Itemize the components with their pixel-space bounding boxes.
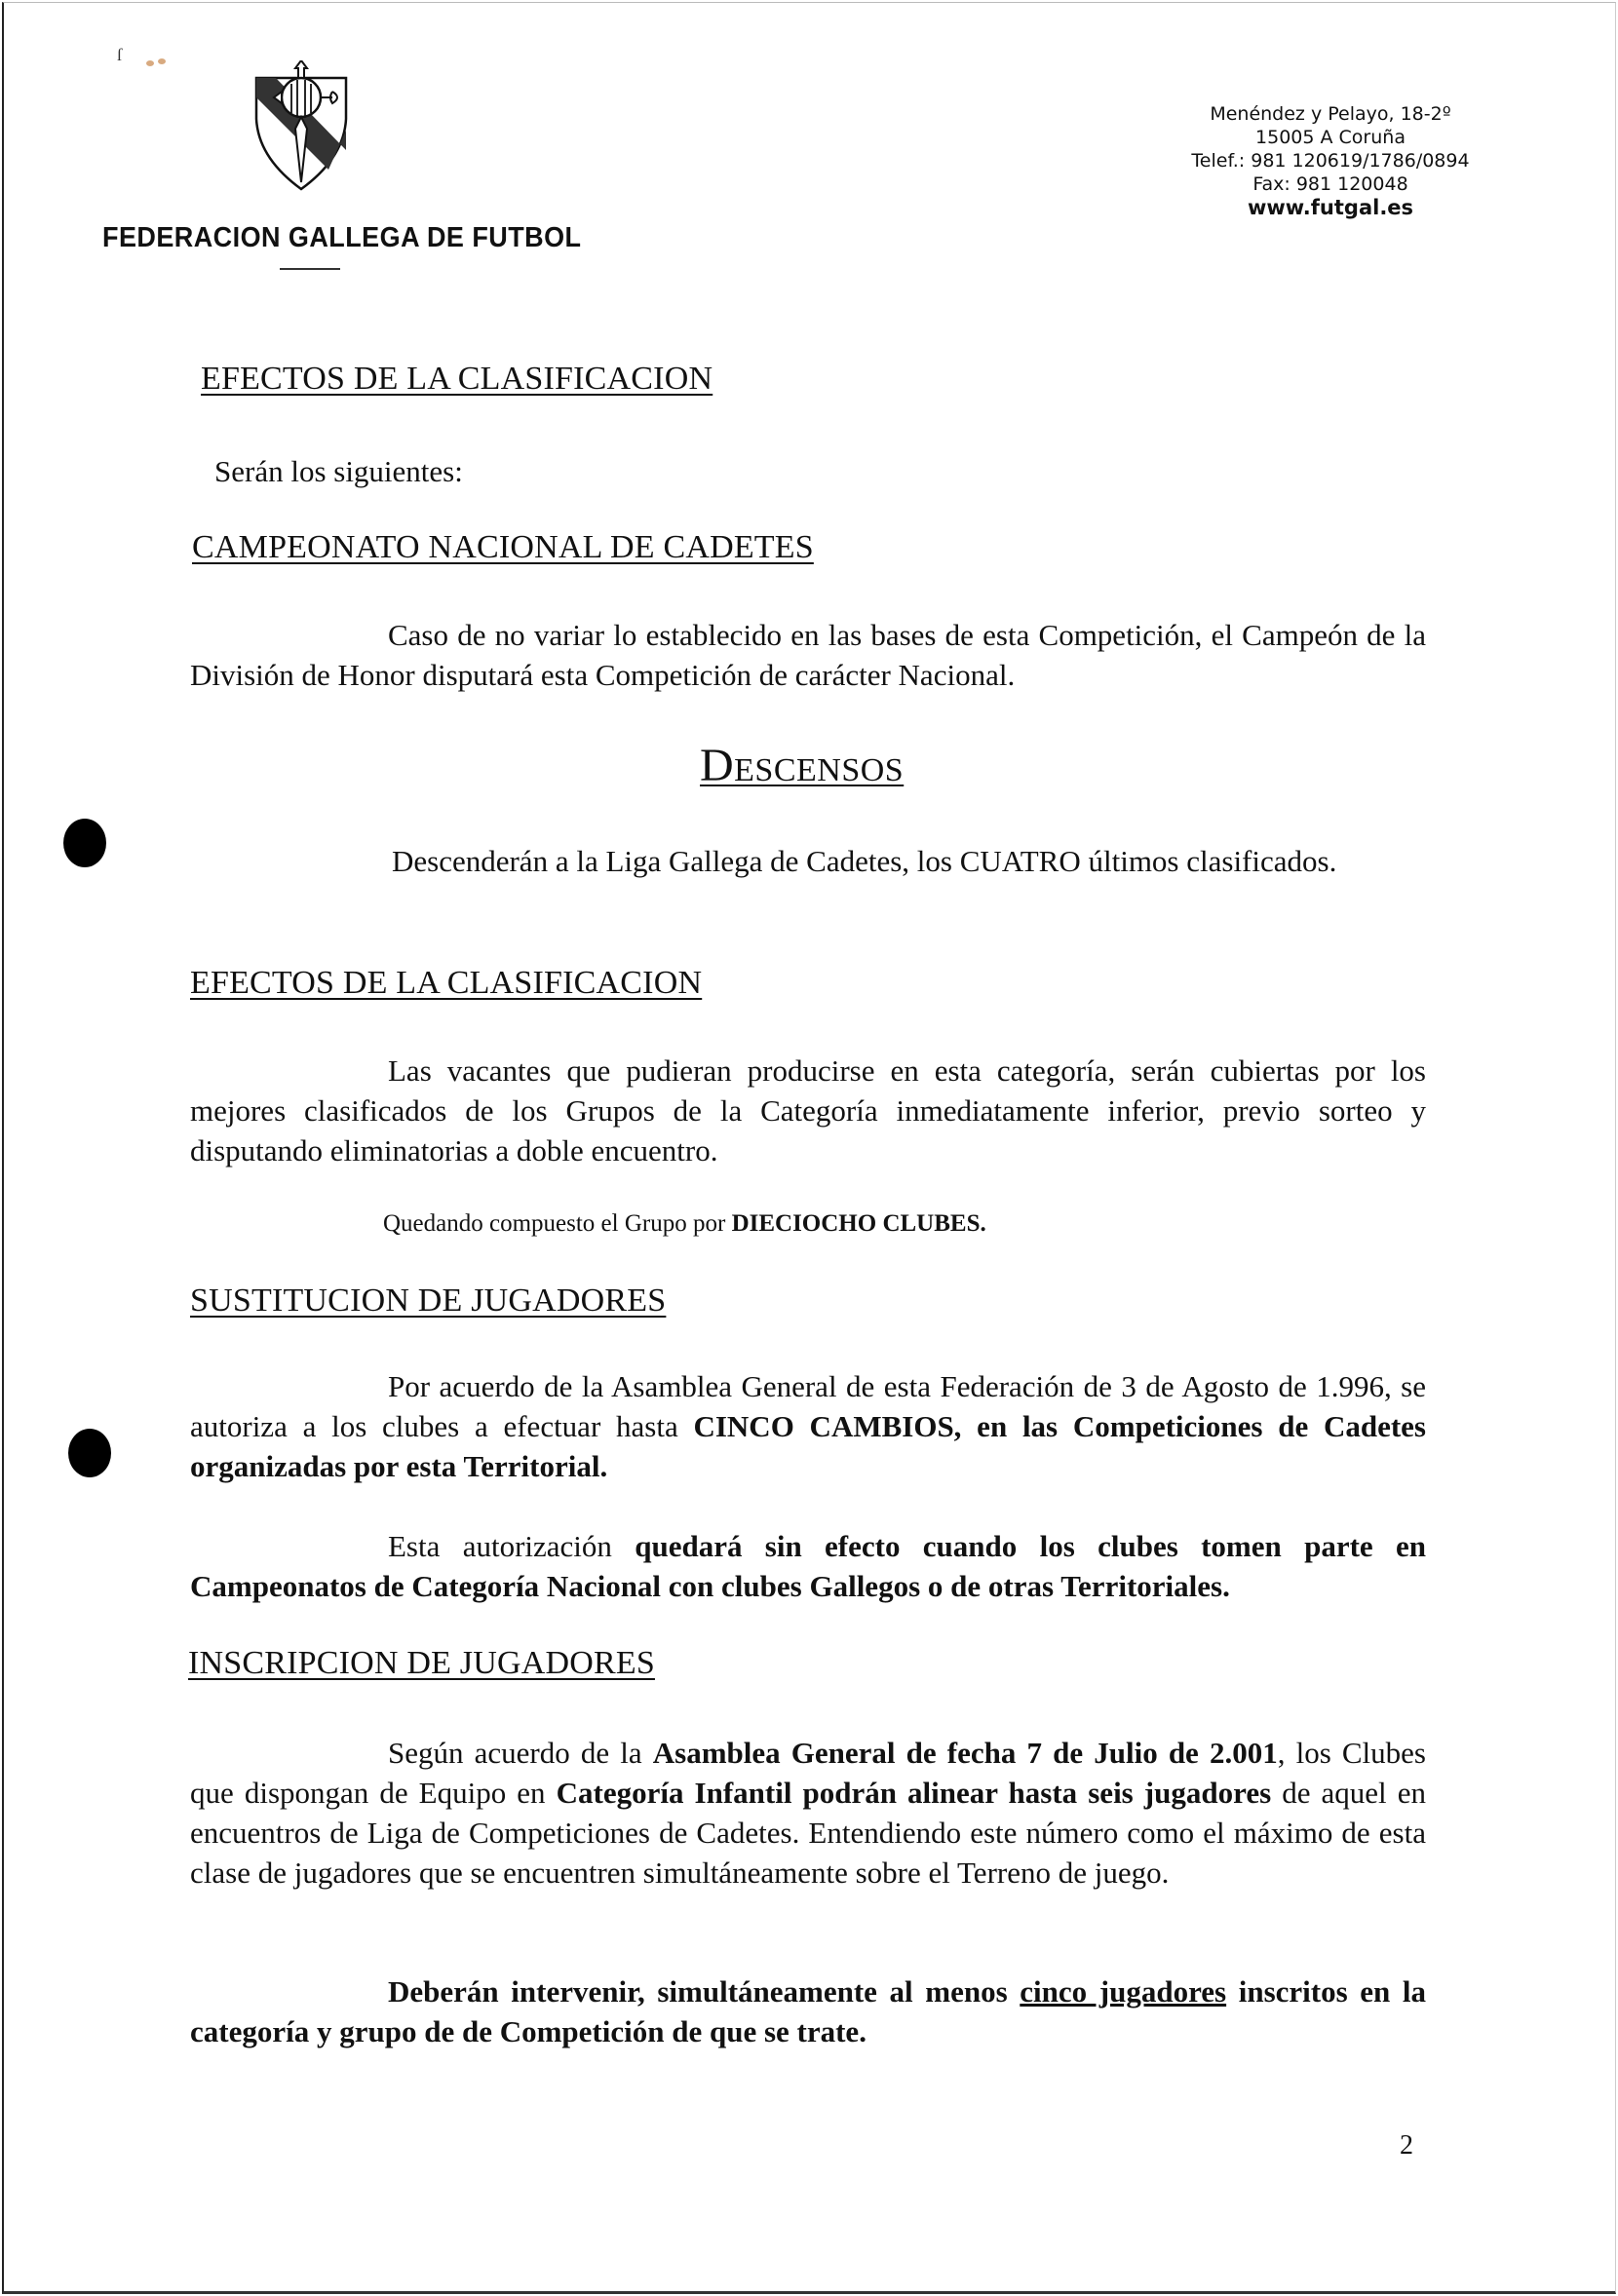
heading-descensos: Descensos <box>700 740 905 791</box>
paragraph-inscripcion-2: Deberán intervenir, simultáneamente al menos cinco jugadores inscritos en la categoría y grupo de de Competición de que se trate. <box>190 1974 1427 2048</box>
heading-efectos-clasificacion-2: EFECTOS DE LA CLASIFICACION <box>190 965 703 1001</box>
punch-hole <box>68 1429 111 1477</box>
paragraph-sustitucion-2: Esta autorización quedará sin efecto cuando los clubes tomen parte en Campeonatos de Categoría Nacional con clubes Gallegos o de otras Territoriales. <box>190 1529 1426 1603</box>
intro-text: Serán los siguientes: <box>214 454 463 488</box>
punch-hole <box>63 819 106 867</box>
scan-mark: ſ <box>117 45 123 64</box>
paragraph-vacantes: Las vacantes que pudieran producirse en esta categoría, serán cubiertas por los mejores clasificados de los Grupos de la Categoría inmediatamente inferior, previo sorteo y disputando eliminatorias a doble encuentro. <box>190 1053 1426 1167</box>
website-link[interactable]: www.futgal.es <box>1247 196 1414 219</box>
shield-crest-icon <box>249 60 356 192</box>
organization-name: FEDERACION GALLEGA DE FUTBOL <box>102 222 582 253</box>
address-city: 15005 A Coruña <box>1255 127 1406 148</box>
address-phone: Telef.: 981 120619/1786/0894 <box>1191 150 1470 172</box>
organization-rule <box>280 268 340 270</box>
paragraph-descensos: Descenderán a la Liga Gallega de Cadetes, los CUATRO últimos clasificados. <box>392 844 1337 878</box>
heading-sustitucion-jugadores: SUSTITUCION DE JUGADORES <box>190 1282 667 1319</box>
heading-inscripcion-jugadores: INSCRIPCION DE JUGADORES <box>188 1645 655 1681</box>
page-number: 2 <box>1400 2130 1413 2161</box>
scan-stain <box>158 58 166 64</box>
paragraph-inscripcion-1: Según acuerdo de la Asamblea General de fecha 7 de Julio de 2.001, los Clubes que dispongan de Equipo en Categoría Infantil podrán alinear hasta seis jugadores de aquel en encuentros de Liga de Competiciones de Cadetes. Entendiendo este número como el máximo de esta clase de jugadores que se encuentren simultáneamente sobre el Terreno de juego. <box>190 1736 1426 1890</box>
heading-efectos-clasificacion-1: EFECTOS DE LA CLASIFICACION <box>201 361 713 397</box>
address-block <box>1184 102 1477 219</box>
heading-campeonato-nacional: CAMPEONATO NACIONAL DE CADETES <box>192 529 814 565</box>
note-dieciocho-clubes: Quedando compuesto el Grupo por DIECIOCHO CLUBES. <box>383 1210 986 1237</box>
address-street: Menéndez y Pelayo, 18-2º <box>1210 103 1451 125</box>
paragraph-campeonato: Caso de no variar lo establecido en las bases de esta Competición, el Campeón de la División de Honor disputará esta Competición de carácter Nacional. <box>190 618 1426 692</box>
address-fax: Fax: 981 120048 <box>1252 173 1408 195</box>
scan-stain <box>146 60 154 66</box>
paragraph-sustitucion-1: Por acuerdo de la Asamblea General de esta Federación de 3 de Agosto de 1.996, se autoriza a los clubes a efectuar hasta CINCO CAMBIOS, en las Competiciones de Cadetes organizadas por esta Territorial. <box>190 1369 1426 1483</box>
